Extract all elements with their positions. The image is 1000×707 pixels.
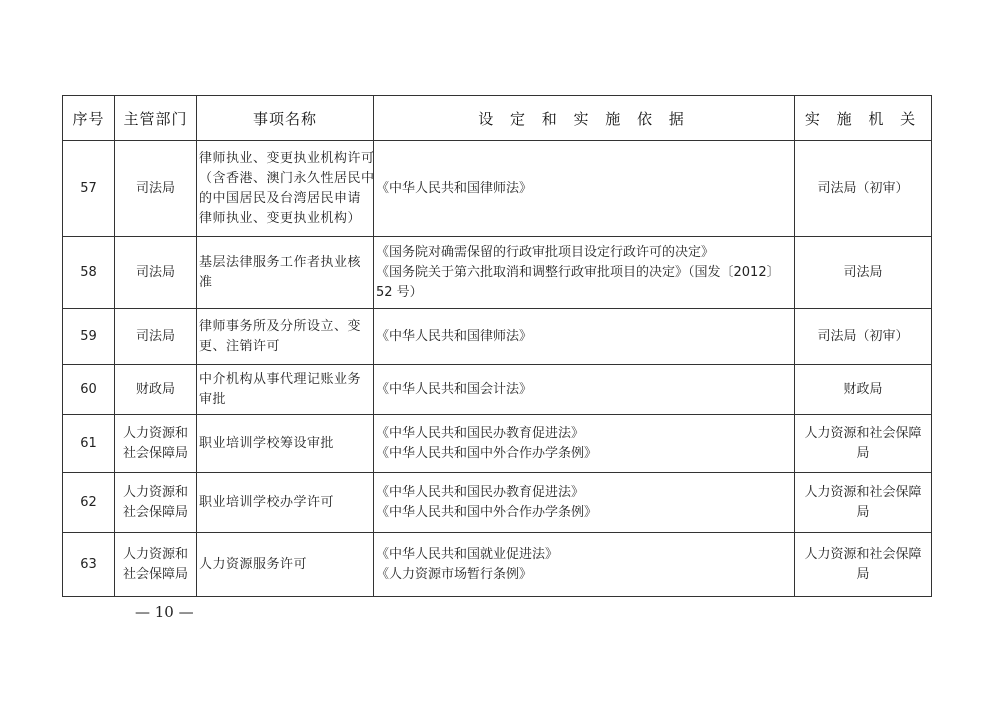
item-name-cell [197, 365, 374, 415]
dept-cell [115, 533, 197, 597]
basis-cell [374, 415, 795, 473]
header-seq: 序号 [63, 96, 115, 141]
item-name-cell-line: 人力资源服务许可 [199, 556, 308, 572]
agency-cell [795, 365, 932, 415]
basis-cell-line: 《国务院对确需保留的行政审批项目设定行政许可的决定》 [376, 244, 715, 260]
dept-cell [115, 365, 197, 415]
agency-cell [795, 415, 932, 473]
dept-cell-line: 社会保障局 [122, 566, 188, 582]
dept-cell-line: 人力资源和 [122, 546, 188, 562]
basis-cell-line: 《人力资源市场暂行条例》 [376, 566, 533, 582]
basis-cell [374, 309, 795, 365]
page-number: — 10 — [135, 603, 194, 621]
agency-cell [795, 533, 932, 597]
basis-cell-line: 《国务院关于第六批取消和调整行政审批项目的决定》（国发〔2012〕 [376, 264, 780, 280]
dept-cell-line: 人力资源和 [122, 484, 188, 500]
table-row [63, 141, 932, 237]
item-name-cell [197, 415, 374, 473]
dept-cell-line: 人力资源和 [122, 425, 188, 441]
item-name-cell [197, 309, 374, 365]
agency-cell-line: 司法局（初审） [817, 180, 909, 196]
seq-cell: 61 [63, 415, 115, 473]
item-name-cell-line: 律师执业、变更执业机构） [199, 210, 362, 226]
dept-cell [115, 473, 197, 533]
agency-cell-line: 人力资源和社会保障 [804, 546, 922, 562]
dept-cell-line: 社会保障局 [122, 445, 188, 461]
table-row [63, 533, 932, 597]
agency-cell-line: 局 [856, 504, 870, 520]
basis-cell-line: 《中华人民共和国会计法》 [376, 381, 533, 397]
basis-cell [374, 141, 795, 237]
item-name-cell-line: 更、注销许可 [199, 338, 281, 354]
table-row [63, 365, 932, 415]
item-name-cell [197, 473, 374, 533]
item-name-cell-line: 准 [199, 274, 213, 290]
permit-table [62, 95, 932, 597]
header-dept: 主管部门 [115, 96, 197, 141]
dept-cell [115, 237, 197, 309]
table-row [63, 237, 932, 309]
basis-cell [374, 365, 795, 415]
seq-cell: 58 [63, 237, 115, 309]
item-name-cell-line: 中介机构从事代理记账业务 [199, 371, 362, 387]
dept-cell-line: 司法局 [135, 328, 175, 344]
dept-cell [115, 309, 197, 365]
seq-cell: 57 [63, 141, 115, 237]
table-body [63, 141, 932, 597]
agency-cell-line: 司法局（初审） [817, 328, 909, 344]
agency-cell [795, 237, 932, 309]
basis-cell-line: 《中华人民共和国律师法》 [376, 180, 533, 196]
agency-cell [795, 309, 932, 365]
basis-cell-line: 《中华人民共和国民办教育促进法》 [376, 484, 585, 500]
seq-cell: 60 [63, 365, 115, 415]
seq-cell: 59 [63, 309, 115, 365]
dept-cell-line: 司法局 [135, 264, 175, 280]
dept-cell [115, 415, 197, 473]
item-name-cell [197, 141, 374, 237]
item-name-cell-line: 职业培训学校筹设审批 [199, 435, 335, 451]
basis-cell-line: 《中华人民共和国中外合作办学条例》 [376, 504, 598, 520]
table-row [63, 473, 932, 533]
basis-cell-line: 《中华人民共和国中外合作办学条例》 [376, 445, 598, 461]
agency-cell-line: 人力资源和社会保障 [804, 425, 922, 441]
agency-cell-line: 司法局 [843, 264, 883, 280]
table-row [63, 415, 932, 473]
agency-cell [795, 473, 932, 533]
seq-cell: 63 [63, 533, 115, 597]
item-name-cell-line: 基层法律服务工作者执业核 [199, 254, 362, 270]
basis-cell-line: 《中华人民共和国律师法》 [376, 328, 533, 344]
basis-cell [374, 473, 795, 533]
dept-cell-line: 司法局 [135, 180, 175, 196]
item-name-cell [197, 237, 374, 309]
basis-cell [374, 237, 795, 309]
item-name-cell [197, 533, 374, 597]
item-name-cell-line: （含香港、澳门永久性居民中 [199, 170, 375, 186]
item-name-cell-line: 律师执业、变更执业机构许可 [199, 150, 375, 166]
item-name-cell-line: 律师事务所及分所设立、变 [199, 318, 362, 334]
header-org: 实 施 机 关 [795, 96, 932, 141]
agency-cell-line: 局 [856, 566, 870, 582]
agency-cell-line: 人力资源和社会保障 [804, 484, 922, 500]
item-name-cell-line: 职业培训学校办学许可 [199, 494, 335, 510]
basis-cell-line: 52 号） [376, 284, 423, 300]
dept-cell [115, 141, 197, 237]
agency-cell-line: 局 [856, 445, 870, 461]
agency-cell-line: 财政局 [843, 381, 883, 397]
dept-cell-line: 社会保障局 [122, 504, 188, 520]
item-name-cell-line: 审批 [199, 391, 227, 407]
dept-cell-line: 财政局 [135, 381, 175, 397]
header-row [63, 96, 932, 141]
item-name-cell-line: 的中国居民及台湾居民申请 [199, 190, 362, 206]
basis-cell-line: 《中华人民共和国民办教育促进法》 [376, 425, 585, 441]
header-item: 事项名称 [197, 96, 374, 141]
header-basis: 设 定 和 实 施 依 据 [374, 96, 795, 141]
seq-cell: 62 [63, 473, 115, 533]
table-row [63, 309, 932, 365]
basis-cell [374, 533, 795, 597]
basis-cell-line: 《中华人民共和国就业促进法》 [376, 546, 559, 562]
agency-cell [795, 141, 932, 237]
